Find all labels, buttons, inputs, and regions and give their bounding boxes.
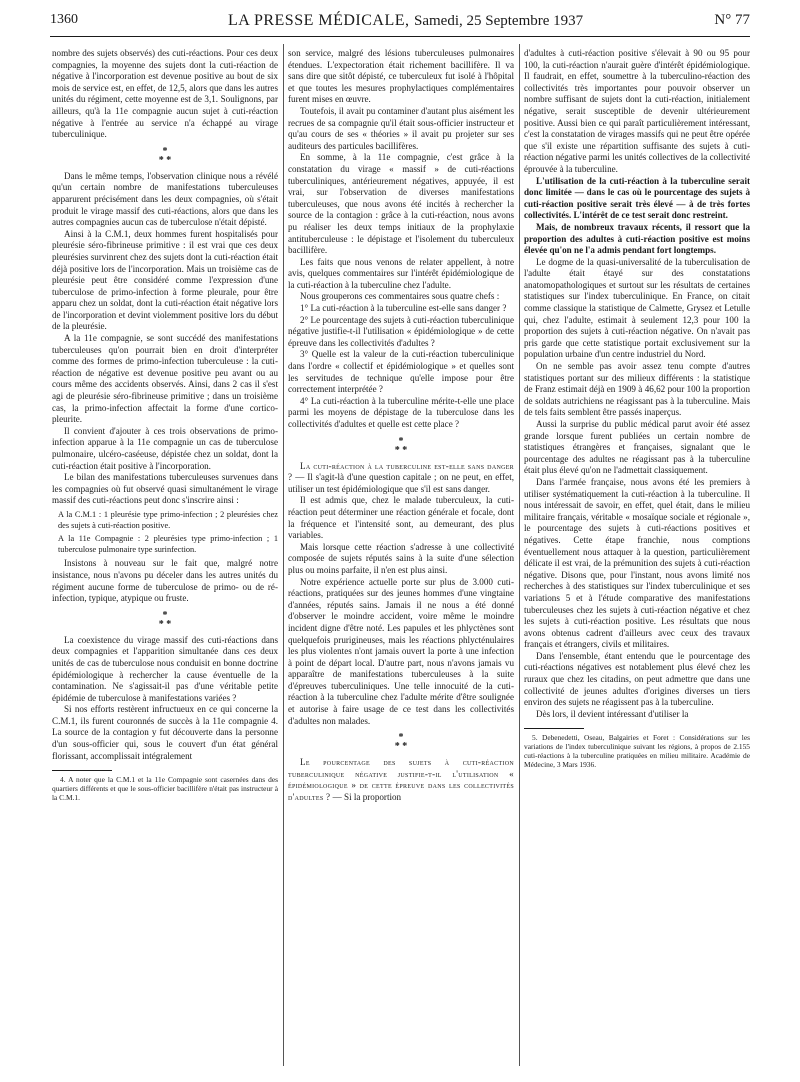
- paragraph: Nous grouperons ces commentaires sous quatre chefs :: [300, 291, 500, 302]
- column-left: [52, 48, 278, 1072]
- paragraph-emphasis: [524, 222, 750, 257]
- bold-text: Mais, de nombreux travaux récents, il ressort que la proportion des adultes à cuti-réaction positive est moins élevée qu'on ne l'a admis pendant fort longtemps.: [524, 221, 750, 256]
- paragraph: Il convient d'ajouter à ces trois observations de primo-infection apparue à la 11e compagnie un cas de tuberculose pulmonaire, ulcéro-caséeuse, dépistée chez un soldat, dont la cuti-réaction était positive à l'incorporation.: [52, 425, 278, 471]
- paragraph: A la 11e compagnie, se sont succédé des manifestations tuberculeuses qu'on pourrait bien en droit d'interpréter comme des formes de primo-infection tuberculeuse : la cuti-réaction de négative est devenue positive peu avant ou au cours même des accidents observés. Ainsi, dans 2 cas il s'est agi de pleurésie séro-fibrineuse primitive ; dans un troisième cas, la primo-infection affectait la forme d'une cortico-pleurite.: [52, 333, 278, 425]
- paragraph: d'adultes à cuti-réaction positive s'élevait à 90 ou 95 pour 100, la cuti-réaction n'aurait guère d'intérêt épidémiologique. Il faudrait, en effet, soumettre à la tuberculino-réaction des collectivités très importantes pour pouvoir observer un nombre suffisant de sujets dont la cuti-réaction, initialement négative, serait susceptible de devenir ultérieurement positive. Aussi bien ce qui paraît particulièrement intéressant, c'est la constatation de virages massifs qui ne peut être opérée que s'il existe une répartition suffisante des sujets à cuti-réaction négative parmi les unités collectives de la collectivité éprouvée à la tuberculine.: [524, 48, 750, 174]
- column-right: [524, 48, 750, 1072]
- footnote-rule: [524, 728, 584, 729]
- section-separator: * * *: [158, 145, 172, 166]
- footnote: 4. A noter que la C.M.1 et la 11e Compagnie sont casernées dans des quartiers différents et que le sous-officier bacillifère n'était pas instructeur à la C.M.1.: [52, 775, 278, 803]
- section-separator: * * *: [394, 435, 408, 456]
- footnote-rule: [52, 770, 112, 771]
- page-number: 1360: [50, 12, 78, 27]
- list-item: A la C.M.1 : 1 pleurésie type primo-infection ; 2 pleurésies chez des sujets à cuti-réaction positive.: [58, 509, 278, 530]
- page-header: [50, 12, 750, 34]
- paragraph: La coexistence du virage massif des cuti-réactions dans deux compagnies et l'apparition simultanée dans ces deux unités de cas de tuberculose nous conduisit en bonne doctrine épidémiologique à rechercher la cause éventuelle de la contamination. Ne s'agissait-il pas d'une véritable petite épidémie de tuberculose à manifestations variées ?: [52, 634, 278, 703]
- paragraph: En somme, à la 11e compagnie, c'est grâce à la constatation du virage « massif » de cuti-réactions tuberculiniques, antérieurement négatives, appuyée, il est vrai, sur l'observation de diverses manifestations tuberculeuses, que nous avons été incités à rechercher la source de la contagion : grâce à la cuti-réaction, nous avons pu réaliser les deux temps initiaux de la prophylaxie antituberculeuse : le dépistage et l'isolement du tuberculeux bacillifère.: [288, 152, 514, 256]
- paragraph: Dans l'ensemble, étant entendu que le pourcentage des cuti-réactions négatives est notablement plus élevé chez les ruraux que chez les citadins, on peut admettre que dans une collectivité de jeunes adultes d'origines diverses un tiers environ des sujets ne réagissent pas à la tuberculine.: [524, 650, 750, 708]
- column-separator: [283, 44, 284, 1066]
- paragraph: nombre des sujets observés) des cuti-réactions. Pour ces deux compagnies, la moyenne des sujets dont la cuti-réaction de négative à l'incorporation est devenue positive au bout de six mois de service est, en effet, de 12,5, alors que dans les autres unités du régiment, cette moyenne est de 3,1. Soulignons, par ailleurs, qu'à la 11e compagnie aucun sujet à cuti-réaction négative à l'entrée au service n'a échappé au virage tuberculinique.: [52, 48, 278, 140]
- paragraph: Aussi la surprise du public médical parut avoir été assez grande lorsque furent publiées un certain nombre de statistiques étrangères et françaises, signalant que le pourcentage des adultes ne réagissant pas à la tuberculine était plus élevé qu'on ne l'admettait classiquement.: [524, 419, 750, 476]
- paragraph: Insistons à nouveau sur le fait que, malgré notre insistance, nous n'avons pu déceler dans les autres unités du régiment aucune forme de tuberculose de primo- ou de ré-infection, typique, atypique ou fruste.: [52, 558, 278, 604]
- column-separator: [519, 44, 520, 1066]
- column-middle: [288, 48, 514, 1072]
- issue-number: N° 77: [714, 12, 750, 28]
- section-text: — Si la proportion: [332, 792, 402, 803]
- section-text: — Il s'agit-là d'une question capitale ; on ne peut, en effet, utiliser un test épidémiologique que s'il est sans danger.: [288, 472, 514, 494]
- list-item: A la 11e Compagnie : 2 pleurésies type primo-infection ; 1 tuberculose pulmonaire type surinfection.: [58, 534, 278, 554]
- section-heading: Le pourcentage des sujets à cuti-réaction tuberculinique négative justifie-t-il l'utilisation « épidémiologique » de cette épreuve dans les collectivités d'adultes ?: [288, 757, 514, 803]
- paragraph: Toutefois, il avait pu contaminer d'autant plus aisément les recrues de sa compagnie qu'il était sous-officier instructeur et qu'au cours de ses « théories » il avait pu projeter sur ses auditeurs des particules bacillifères.: [288, 105, 514, 151]
- issue-date: Samedi, 25 Septembre 1937: [414, 13, 584, 29]
- paragraph: Dès lors, il devient intéressant d'utiliser la: [536, 708, 689, 719]
- paragraph: Dans l'armée française, nous avons été les premiers à utiliser systématiquement la cuti-réaction à la tuberculine. Il nous intéressait de savoir, en effet, quel était, dans le milieu militaire français, véritable « mosaïque sociale et régionale », le pourcentage des sujets à cuti-réactions positives et négatives. Cette étape franchie, nous comptions éventuellement nous attaquer à la question, particulièrement délicate il est vrai, de la prémunition des sujets à cuti-réaction négative. Disons que, pour l'instant, nous avons limité nos recherches à des statistiques sur l'index tuberculinique et ses variations 5 et à l'étude comparative des manifestations tuberculeuses chez les sujets à cuti-réaction négative et chez les sujets à cuti-réaction positive. Les résultats que nous avons obtenus cadrent d'ailleurs avec ceux des travaux français et étrangers, civils et militaires.: [524, 476, 750, 650]
- paragraph-emphasis: [524, 176, 750, 222]
- question-item: 1° La cuti-réaction à la tuberculine est-elle sans danger ?: [300, 303, 507, 314]
- paragraph: Si nos efforts restèrent infructueux en ce qui concerne la C.M.1, ils furent couronnés de succès à la 11e compagnie 4. La source de la contagion y fut découverte dans la personne d'un sous-officier qui, sous le couvert d'un état général florissant, accomplissait intégralement: [52, 704, 278, 761]
- section-separator: * * *: [158, 609, 172, 630]
- paragraph: Il est admis que, chez le malade tuberculeux, la cuti-réaction peut déterminer une réaction générale et focale, dont la fréquence et l'intensité sont, au demeurant, des plus variables.: [288, 495, 514, 541]
- header-rule: [50, 36, 750, 37]
- section-separator: * * *: [394, 732, 408, 753]
- paragraph: Le dogme de la quasi-universalité de la tuberculisation de l'adulte était étayé sur des constatations anatomopathologiques et surtout sur les résultats de certaines statistiques sur l'index tuberculinique. En France, on citait comme classique la statistique de Calmette, Grysez et Letulle qui, chez l'adulte, estimait à seulement 12,3 pour 100 la proportion des sujets à cuti-réaction négative. On n'avait pas pris garde que cette statistique portait exclusivement sur la population urbaine d'un centre industriel du Nord.: [524, 256, 750, 360]
- paragraph: Les faits que nous venons de relater appellent, à notre avis, quelques commentaires sur l'intérêt épidémiologique de la cuti-réaction à la tuberculine chez l'adulte.: [288, 256, 514, 290]
- section-heading: La cuti-réaction à la tuberculine est-elle sans danger ?: [288, 460, 514, 483]
- paragraph: Notre expérience actuelle porte sur plus de 3.000 cuti-réactions, pratiquées sur des jeunes hommes d'une vingtaine d'années, réputés sains. Jamais il ne nous a été donné d'observer le moindre accident, voire même le moindre incident digne d'être noté. Les papules et les phlyctènes sont quelquefois prurigineuses, mais les réactions phlycténulaires les plus violentes n'ont jamais ouvert la porte à une infection à point de départ local. D'autre part, nous n'avons jamais vu apparaître de manifestations tuberculeuses à la suite d'épreuves tuberculiniques. Une telle innocuité de la cuti-réaction à la tuberculine chez l'adulte mérite d'être soulignée et autorise à faire usage de ce test dans les collectivités d'adultes non malades.: [288, 576, 514, 726]
- paragraph: Ainsi à la C.M.1, deux hommes furent hospitalisés pour pleurésie séro-fibrineuse primitive : il est vrai que ces deux pleurésies survinrent chez des sujets dont la cuti-réaction était déjà positive lors de l'incorporation. Mais un troisième cas de pleurésie peut être considéré comme l'expression d'une tuberculose de primo-infection à forme pleurale, pour être apparu chez un soldat, dont la cuti-réaction était négative lors de l'incorporation et devint violemment positive lors du début de la pleurésie.: [52, 228, 278, 332]
- section-paragraph: [288, 461, 514, 496]
- section-paragraph: [288, 757, 514, 803]
- paragraph: Dans le même temps, l'observation clinique nous a révélé qu'un certain nombre de manifestations tuberculeuses apparurent précisément dans les deux compagnies, où s'était produit le virage massif des cuti-réactions, alors que dans les autres compagnies aucun cas de tuberculose n'était dépisté.: [52, 170, 278, 228]
- bold-text: L'utilisation de la cuti-réaction à la tuberculine serait donc limitée — dans le cas où le pourcentage des sujets à cuti-réaction positive serait très élevé — à de très fortes collectivités. L'intérêt de ce test serait donc restreint.: [524, 175, 750, 221]
- paragraph: Le bilan des manifestations tuberculeuses survenues dans les compagnies où fut observé quasi simultanément le virage massif des cuti-réactions peut donc s'inscrire ainsi :: [52, 472, 278, 506]
- footnote: 5. Debenedetti, Oseau, Balgairies et Foret : Considérations sur les variations de l'index tuberculinique suivant les régions, à propos de 2.155 cuti-réactions à la tuberculine pratiquées en milieu militaire. Académie de Médecine, 3 Mars 1936.: [524, 733, 750, 770]
- paragraph: son service, malgré des lésions tuberculeuses pulmonaires étendues. L'expectoration était richement bacillifère. Il va sans dire que sitôt dépisté, ce tuberculeux fut isolé à l'hôpital et que toutes les mesures prophylactiques complémentaires furent mises en œuvre.: [288, 48, 514, 105]
- paragraph: On ne semble pas avoir assez tenu compte d'autres statistiques portant sur des milieux différents : la statistique de Franz estimait déjà en 1909 à 46,62 pour 100 la proportion de soldats autrichiens ne réagissant pas à la tuberculine. Mais de tels faits semblent être passés inaperçus.: [524, 361, 750, 418]
- journal-name: LA PRESSE MÉDICALE,: [228, 12, 410, 29]
- question-item: 4° La cuti-réaction à la tuberculine mérite-t-elle une place parmi les moyens de dépistage de la tuberculose dans les collectivités d'adultes et quelle est cette place ?: [288, 395, 514, 429]
- question-item: 3° Quelle est la valeur de la cuti-réaction tuberculinique dans l'ordre « collectif et épidémiologique » et quelles sont les servitudes de technique qu'elle impose pour être correctement interprétée ?: [288, 349, 514, 395]
- question-item: 2° Le pourcentage des sujets à cuti-réaction tuberculinique négative justifie-t-il l'utilisation « épidémiologique » de cette épreuve dans les collectivités d'adultes ?: [288, 314, 514, 348]
- journal-title: [228, 12, 583, 30]
- paragraph: Mais lorsque cette réaction s'adresse à une collectivité composée de sujets réputés sains à la suite d'une sélection plus ou moins parfaite, il n'en est plus ainsi.: [288, 541, 514, 575]
